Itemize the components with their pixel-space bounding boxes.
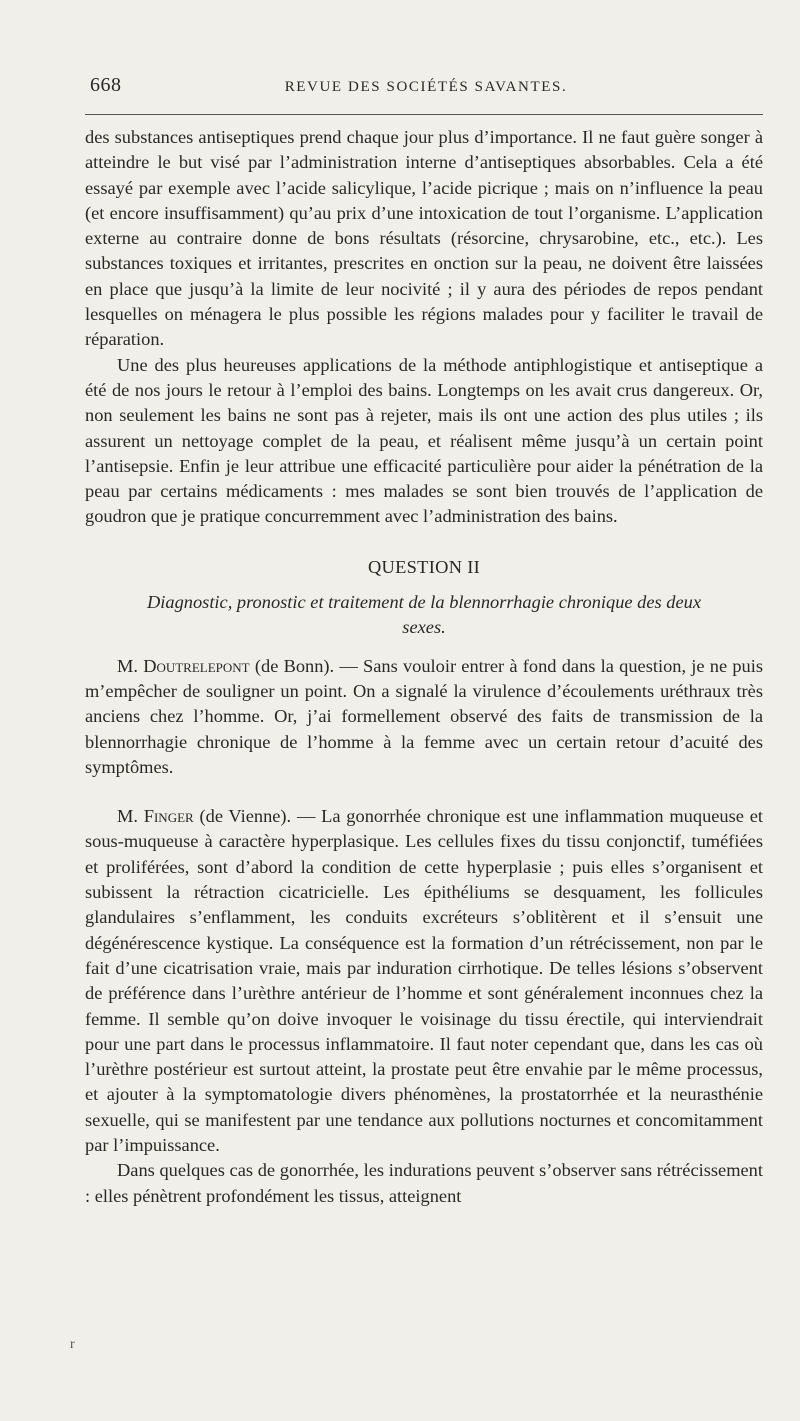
header-rule [85,114,763,115]
paragraph-doutrelepont [85,654,763,780]
page-number: 668 [90,74,122,96]
page-header [90,74,762,104]
speaker-name: Doutrelepont [143,655,250,676]
speaker-prefix: M. [117,806,138,827]
speaker-name: Finger [143,806,194,827]
question-heading: QUESTION II [367,556,481,577]
speaker-prefix: M. [117,655,138,676]
paragraph-finger [85,804,763,1158]
question-title: Diagnostic, pronostic et traitement de la blennorrhagie chronique des deux sexes. [146,592,702,638]
speech-text: — La gonorrhée chronique est une inflammation muqueuse et sous-muqueuse à caractère hyperplasique. Les cellules fixes du tissu conjonctif, tuméfiées et proliférées, sont d’abord la condition de cette hyperplasie ; puis elles s’organisent et subissent la rétraction cicatricielle. Les épithéliums se desquament, les follicules glandulaires s’enflamment, les conduits excréteurs s’oblitèrent et il s’ensuit une dégénérescence kystique. La conséquence est la formation d’un rétrécissement, non par le fait d’une cicatrisation vraie, mais par induration cirrhotique. De telles lésions s’observent de préférence dans l’urèthre antérieur de l’homme et sont généralement inconnues chez la femme. Il semble qu’on doive invoquer le voisinage du tissu érectile, qui interviendrait pour une part dans le processus inflammatoire. Il faut noter cependant que, dans les cas où l’urèthre postérieur est surtout atteint, la prostate peut être envahie par le même processus, et ajouter à la symptomatologie divers phénomènes, la prostatorrhée et la neurasthénie sexuelle, qui se manifestent par une tendance aux pollutions nocturnes et concomitamment par l’impuissance. [85,806,763,1155]
speech-text: — Sans vouloir entrer à fond dans la question, je ne puis m’empêcher de souligner un point. On a signalé la virulence d’écoulements uréthraux très anciens chez l’homme. Or, j’ai formellement observé des faits de transmission de la blennorrhagie chronique de l’homme à la femme avec un certain retour d’acuité des symptômes. [85,655,764,777]
stray-mark: r [70,1337,75,1352]
speaker-place: (de Vienne). [199,806,292,827]
body-text [85,125,763,1209]
paragraph-indurations: Dans quelques cas de gonorrhée, les indurations peuvent s’observer sans rétrécissement : elles pénètrent profondément les tissus, atteignent [85,1160,763,1206]
paragraph-baths: Une des plus heureuses applications de la méthode antiphlogistique et antiseptique a été de nos jours le retour à l’emploi des bains. Longtemps on les avait crus dangereux. Or, non seulement les bains ne sont pas à rejeter, mais ils ont une action des plus utiles ; ils assurent un nettoyage complet de la peau, et réalisent même jusqu’à un certain point l’antisepsie. Enfin je leur attribue une efficacité particulière pour aider la pénétration de la peau par certains médicaments : mes malades se sont bien trouvés de l’application de goudron que je pratique concurremment avec l’administration des bains. [85,354,763,527]
running-title: REVUE DES SOCIÉTÉS SAVANTES. [284,79,568,95]
paragraph-antiseptic-substances: des substances antiseptiques prend chaque jour plus d’importance. Il ne faut guère songer à atteindre le but visé par l’administration interne d’antiseptiques absorbables. Cela a été essayé par exemple avec l’acide salicylique, l’acide picrique ; mais on n’influence la peau (et encore insuffisamment) qu’au prix d’une intoxication de tout l’organisme. L’application externe au contraire donne de bons résultats (résorcine, chrysarobine, etc., etc.). Les substances toxiques et irritantes, prescrites en onction sur la peau, ne doivent être laissées en place que jusqu’à la limite de leur nocivité ; il y aura des périodes de repos pendant lesquelles on ménagera le plus possible les régions malades pour y faciliter le travail de réparation. [85,127,763,350]
speaker-place: (de Bonn). [254,655,335,676]
